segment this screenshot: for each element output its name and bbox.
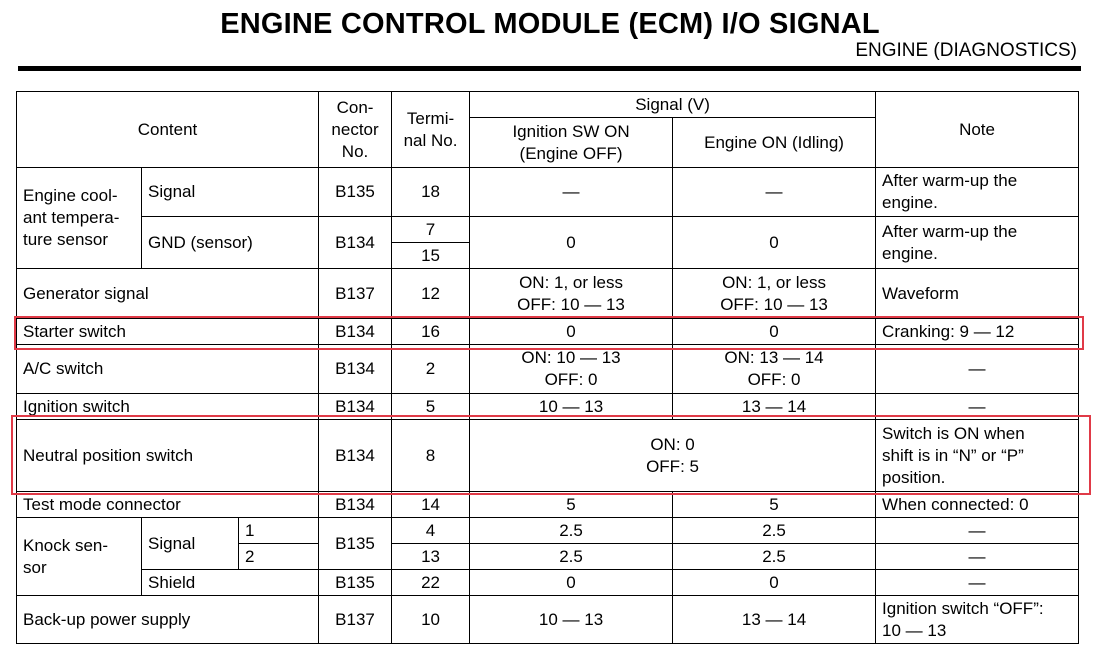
generator-eng: ON: 1, or less OFF: 10 — 13 xyxy=(673,269,876,319)
generator-label: Generator signal xyxy=(17,269,319,319)
test-mode-label: Test mode connector xyxy=(17,492,319,518)
header-engine-on: Engine ON (Idling) xyxy=(673,118,876,168)
neutral-note: Switch is ON when shift is in “N” or “P” position. xyxy=(876,420,1079,492)
test-mode-connector: B134 xyxy=(319,492,392,518)
knock-label: Knock sen- sor xyxy=(17,518,142,596)
ecm-io-signal-table xyxy=(16,91,1079,644)
starter-label: Starter switch xyxy=(17,319,319,345)
coolant-signal-label: Signal xyxy=(142,168,319,217)
knock-1-ign: 2.5 xyxy=(470,518,673,544)
neutral-label: Neutral position switch xyxy=(17,420,319,492)
coolant-gnd-eng: 0 xyxy=(673,217,876,269)
table-row-coolant-signal xyxy=(17,168,1079,217)
backup-label: Back-up power supply xyxy=(17,596,319,644)
neutral-signal: ON: 0 OFF: 5 xyxy=(470,420,876,492)
coolant-gnd-terminal-1: 7 xyxy=(392,217,470,243)
knock-shield-ign: 0 xyxy=(470,570,673,596)
coolant-signal-connector: B135 xyxy=(319,168,392,217)
knock-1-eng: 2.5 xyxy=(673,518,876,544)
neutral-terminal: 8 xyxy=(392,420,470,492)
header-note: Note xyxy=(876,92,1079,168)
ignition-terminal: 5 xyxy=(392,394,470,420)
neutral-connector: B134 xyxy=(319,420,392,492)
knock-1-note: — xyxy=(876,518,1079,544)
starter-eng: 0 xyxy=(673,319,876,345)
ignition-note: — xyxy=(876,394,1079,420)
coolant-gnd-note: After warm-up the engine. xyxy=(876,217,1079,269)
knock-shield-note: — xyxy=(876,570,1079,596)
generator-connector: B137 xyxy=(319,269,392,319)
knock-signal-label: Signal xyxy=(142,518,239,570)
generator-terminal: 12 xyxy=(392,269,470,319)
coolant-signal-ign: — xyxy=(470,168,673,217)
header-signal: Signal (V) xyxy=(470,92,876,118)
starter-note: Cranking: 9 — 12 xyxy=(876,319,1079,345)
knock-shield-terminal: 22 xyxy=(392,570,470,596)
table-row-knock-1 xyxy=(17,518,1079,544)
table-row-ac xyxy=(17,345,1079,394)
backup-connector: B137 xyxy=(319,596,392,644)
table-row-generator xyxy=(17,269,1079,319)
test-mode-eng: 5 xyxy=(673,492,876,518)
test-mode-note: When connected: 0 xyxy=(876,492,1079,518)
coolant-signal-terminal: 18 xyxy=(392,168,470,217)
header-ign-sw-on: Ignition SW ON (Engine OFF) xyxy=(470,118,673,168)
header-row xyxy=(17,92,1079,118)
title-rule xyxy=(18,66,1081,71)
knock-1-terminal: 4 xyxy=(392,518,470,544)
ac-terminal: 2 xyxy=(392,345,470,394)
ignition-eng: 13 — 14 xyxy=(673,394,876,420)
coolant-signal-eng: — xyxy=(673,168,876,217)
table-row-neutral xyxy=(17,420,1079,492)
section-subtitle: ENGINE (DIAGNOSTICS) xyxy=(855,40,1077,61)
table-row-backup xyxy=(17,596,1079,644)
starter-connector: B134 xyxy=(319,319,392,345)
ignition-connector: B134 xyxy=(319,394,392,420)
knock-2-note: — xyxy=(876,544,1079,570)
starter-terminal: 16 xyxy=(392,319,470,345)
backup-ign: 10 — 13 xyxy=(470,596,673,644)
coolant-gnd-label: GND (sensor) xyxy=(142,217,319,269)
knock-2-ign: 2.5 xyxy=(470,544,673,570)
knock-signal-1-num: 1 xyxy=(239,518,319,544)
test-mode-ign: 5 xyxy=(470,492,673,518)
coolant-signal-note: After warm-up the engine. xyxy=(876,168,1079,217)
ac-label: A/C switch xyxy=(17,345,319,394)
table-row-knock-shield xyxy=(17,570,1079,596)
backup-note: Ignition switch “OFF”: 10 — 13 xyxy=(876,596,1079,644)
knock-shield-connector: B135 xyxy=(319,570,392,596)
knock-shield-eng: 0 xyxy=(673,570,876,596)
coolant-gnd-ign: 0 xyxy=(470,217,673,269)
knock-2-eng: 2.5 xyxy=(673,544,876,570)
table-row-ignition xyxy=(17,394,1079,420)
table-row-test-mode xyxy=(17,492,1079,518)
table-row-starter xyxy=(17,319,1079,345)
coolant-gnd-terminal-2: 15 xyxy=(392,243,470,269)
header-content: Content xyxy=(17,92,319,168)
backup-eng: 13 — 14 xyxy=(673,596,876,644)
ignition-ign: 10 — 13 xyxy=(470,394,673,420)
header-connector: Con- nector No. xyxy=(319,92,392,168)
coolant-gnd-connector: B134 xyxy=(319,217,392,269)
ignition-label: Ignition switch xyxy=(17,394,319,420)
ac-ign: ON: 10 — 13 OFF: 0 xyxy=(470,345,673,394)
header-terminal: Termi- nal No. xyxy=(392,92,470,168)
ac-note: — xyxy=(876,345,1079,394)
knock-2-terminal: 13 xyxy=(392,544,470,570)
table-row-coolant-gnd xyxy=(17,217,1079,243)
test-mode-terminal: 14 xyxy=(392,492,470,518)
knock-shield-label: Shield xyxy=(142,570,319,596)
ac-connector: B134 xyxy=(319,345,392,394)
ac-eng: ON: 13 — 14 OFF: 0 xyxy=(673,345,876,394)
starter-ign: 0 xyxy=(470,319,673,345)
generator-note: Waveform xyxy=(876,269,1079,319)
coolant-label: Engine cool- ant tempera- ture sensor xyxy=(17,168,142,269)
backup-terminal: 10 xyxy=(392,596,470,644)
knock-signal-2-num: 2 xyxy=(239,544,319,570)
knock-connector: B135 xyxy=(319,518,392,570)
generator-ign: ON: 1, or less OFF: 10 — 13 xyxy=(470,269,673,319)
page-title: ENGINE CONTROL MODULE (ECM) I/O SIGNAL xyxy=(220,8,880,40)
